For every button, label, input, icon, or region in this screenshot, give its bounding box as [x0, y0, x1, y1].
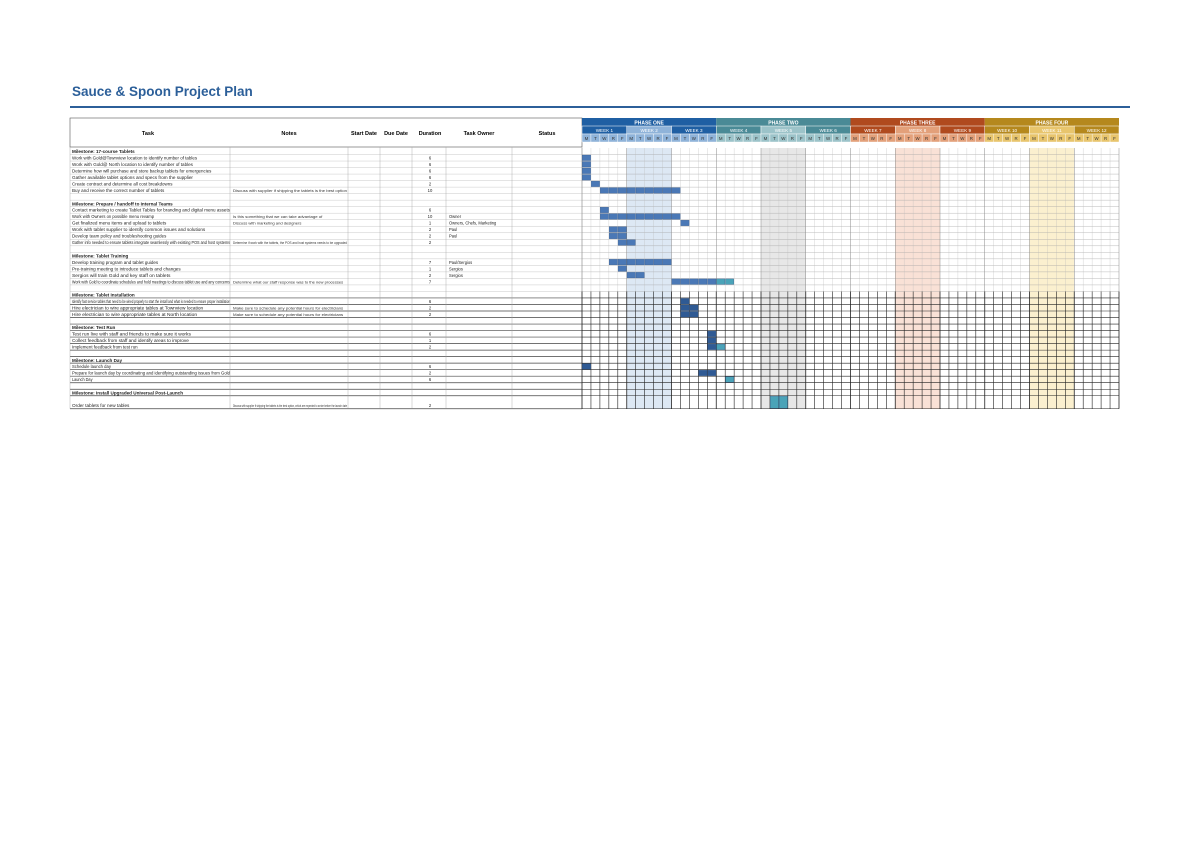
day-label: T — [594, 136, 597, 141]
col-header-task: Task — [141, 131, 155, 137]
gantt-bar-cell — [627, 259, 635, 265]
phase-label: PHASE FOUR — [1035, 120, 1069, 127]
col-header-due-date: Due Date — [384, 131, 408, 137]
week-label: WEEK 5 — [774, 128, 793, 134]
task-duration: 2 — [428, 181, 432, 187]
day-label: T — [907, 136, 911, 141]
task-duration: 2 — [428, 240, 432, 246]
task-name: Work with Gold to coordinate schedules and hold meetings to discuss tablet use and any concerns — [72, 279, 230, 285]
day-label: F — [844, 136, 848, 141]
milestone-label: Milestone: Test Run — [72, 325, 116, 331]
gantt-bars — [582, 155, 787, 408]
gantt-bar-cell — [672, 214, 680, 220]
day-label: M — [808, 136, 813, 141]
task-owner: Paul — [449, 227, 458, 233]
task-name: Buy and receive the correct number of tablets — [72, 188, 165, 194]
day-label: F — [1068, 136, 1072, 141]
week-label: WEEK 8 — [908, 128, 927, 134]
gantt-bar-cell — [699, 370, 707, 376]
day-label: M — [584, 136, 589, 141]
task-notes: Is this something that we can take advantage of — [233, 215, 324, 220]
gantt-bar-cell — [618, 266, 626, 272]
gantt-bar-cell — [654, 188, 662, 194]
day-label: M — [853, 136, 857, 141]
task-duration: 6 — [428, 155, 432, 161]
day-label: M — [629, 136, 634, 141]
gantt-bar-cell — [654, 214, 662, 220]
task-duration: 7 — [428, 259, 432, 265]
day-label: F — [755, 136, 758, 141]
task-name: Order tablets for new tables — [72, 403, 130, 409]
task-duration: 2 — [428, 272, 432, 278]
week-label: WEEK 3 — [685, 128, 703, 134]
day-label: M — [1032, 136, 1036, 141]
day-label: W — [647, 136, 652, 141]
day-label: R — [1103, 136, 1108, 141]
milestone-label: Milestone: 17-course Tablets — [72, 149, 135, 155]
task-duration: 2 — [428, 233, 432, 239]
gantt-bar-cell — [591, 181, 599, 187]
gantt-bar-cell — [636, 259, 644, 265]
task-notes: Discuss with supplier if shipping the tablets is the best option, which are expected to arrive before the launch date — [233, 404, 347, 409]
gantt-bar-cell — [582, 162, 590, 168]
milestone-label: Milestone: Launch Day — [72, 357, 123, 363]
gantt-bar-cell — [627, 188, 635, 194]
gantt-bar-cell — [627, 240, 635, 246]
gantt-bar-cell — [690, 305, 698, 311]
task-duration: 2 — [428, 344, 432, 350]
task-notes: Make sure to schedule any potential hours for electricians — [233, 306, 344, 311]
day-label: T — [952, 136, 955, 141]
day-label: W — [870, 136, 875, 141]
gantt-bar-cell — [708, 338, 716, 344]
task-duration: 1 — [428, 220, 432, 226]
day-label: W — [915, 136, 920, 141]
col-header-start-date: Start Date — [351, 131, 377, 137]
day-label: T — [817, 136, 821, 141]
col-header-task-owner: Task Owner — [463, 131, 495, 137]
task-owner: Paul/Sergios — [449, 259, 473, 265]
table-header — [70, 118, 582, 147]
gantt-bar-cell — [636, 188, 644, 194]
gantt-bar-cell — [681, 298, 689, 304]
gantt-bar-cell — [609, 214, 617, 220]
day-label: W — [1005, 136, 1010, 141]
gantt-bar-cell — [663, 188, 671, 194]
task-notes: Determine what our staff response was to the new processes — [233, 280, 344, 285]
task-name: Work with tablet supplier to identify common issues and solutions — [72, 227, 206, 233]
day-label: F — [1113, 136, 1116, 141]
task-owner: Paul — [449, 233, 458, 239]
task-name: Contact marketing to create Tablet Tables for branding and digital menu assets — [72, 207, 230, 213]
phase-label: PHASE THREE — [899, 120, 936, 127]
day-label: M — [987, 136, 992, 141]
day-label: T — [728, 136, 732, 141]
day-label: R — [656, 136, 660, 141]
day-label: R — [790, 136, 794, 141]
task-name: Schedule launch day — [72, 364, 112, 370]
gantt-bar-cell — [636, 272, 644, 278]
gantt-bar-cell — [770, 396, 778, 408]
gantt-bar-cell — [609, 259, 617, 265]
gantt-bar-cell — [699, 279, 707, 285]
task-duration: 6 — [428, 331, 432, 337]
gantt-bar-cell — [618, 227, 626, 233]
day-label: F — [799, 136, 803, 141]
day-label: M — [1076, 136, 1081, 141]
gantt-bar-cell — [672, 188, 680, 194]
task-duration: 6 — [428, 161, 432, 167]
week-label: WEEK 1 — [595, 128, 614, 134]
task-owner: Owners, Chefs, Marketing — [449, 220, 497, 226]
gantt-bar-cell — [717, 344, 725, 350]
day-label: W — [826, 136, 831, 141]
gantt-bar-cell — [636, 214, 644, 220]
milestone-label: Milestone: Prepare / handoff to Internal Teams — [72, 201, 173, 207]
gantt-bar-cell — [582, 155, 590, 161]
task-name: Hire electrician to wire appropriate tables at Townview location — [72, 305, 205, 311]
task-name: Test run live with staff and friends to make sure it works — [72, 331, 191, 337]
task-duration: 6 — [428, 298, 432, 304]
phase-header — [582, 118, 1119, 142]
milestone-label: Milestone: Tablet Training — [72, 253, 129, 259]
week-label: WEEK 9 — [953, 128, 972, 134]
gantt-bar-cell — [663, 259, 671, 265]
day-label: F — [620, 136, 624, 141]
gantt-bar-cell — [609, 227, 617, 233]
task-name: Gather info needed to ensure tablets integrate seamlessly with existing POS and host systems — [72, 240, 230, 246]
gantt-bar-cell — [708, 331, 716, 337]
task-name: Prepare for launch day by coordinating and identifying outstanding issues from Gold — [72, 370, 231, 376]
page-title: Sauce & Spoon Project Plan — [72, 84, 253, 99]
day-label: W — [960, 136, 965, 141]
gantt-bar-cell — [726, 279, 734, 285]
phase-label: PHASE ONE — [634, 120, 664, 127]
week-label: WEEK 2 — [640, 128, 658, 134]
gantt-bar-cell — [627, 214, 635, 220]
gantt-bar-cell — [582, 364, 590, 370]
gantt-bar-cell — [600, 207, 608, 213]
gantt-bar-cell — [726, 377, 734, 383]
phase-label: PHASE TWO — [768, 120, 799, 127]
task-duration: 1 — [428, 266, 432, 272]
day-label: F — [1023, 136, 1027, 141]
day-label: M — [763, 136, 768, 141]
gantt-bar-cell — [681, 279, 689, 285]
task-duration: 6 — [428, 168, 432, 174]
day-label: R — [701, 136, 705, 141]
task-duration: 6 — [428, 207, 432, 213]
gantt-bar-cell — [654, 259, 662, 265]
gantt-bar-cell — [618, 188, 626, 194]
week-label: WEEK 4 — [729, 128, 748, 134]
day-label: T — [862, 136, 866, 141]
gantt-bar-cell — [600, 214, 608, 220]
day-label: R — [835, 136, 839, 141]
gantt-bar-cell — [627, 272, 635, 278]
day-label: W — [691, 136, 696, 141]
week-label: WEEK 11 — [1042, 128, 1062, 134]
day-label: F — [889, 136, 893, 141]
gantt-bar-cell — [672, 279, 680, 285]
task-name: Identify fast service tables that need to be wired properly to start the install and what is needed to ensure proper installation — [72, 298, 231, 304]
day-label: T — [996, 136, 1000, 141]
gantt-bar-cell — [645, 214, 653, 220]
gantt-bar-cell — [618, 233, 626, 239]
task-duration: 2 — [428, 403, 432, 409]
day-label: T — [1086, 136, 1090, 141]
day-label: F — [710, 136, 714, 141]
task-duration: 10 — [427, 188, 433, 194]
task-duration: 10 — [427, 214, 433, 220]
task-owner: Sergios — [449, 266, 463, 272]
gantt-bar-cell — [618, 259, 626, 265]
task-name: Collect feedback from staff and identify areas to improve — [72, 338, 190, 343]
gantt-bar-cell — [708, 344, 716, 350]
task-name: Sergios will train Gold and key staff on tablets — [72, 272, 171, 278]
day-label: T — [1041, 136, 1045, 141]
task-name: Get finalized menu items and upload to tablets — [72, 220, 167, 226]
col-header-status: Status — [538, 131, 556, 137]
task-name: Create contract and determine all cost breakdowns — [72, 181, 173, 187]
day-label: W — [781, 136, 786, 141]
day-label: F — [665, 136, 669, 141]
week-label: WEEK 12 — [1086, 128, 1107, 134]
week-label: WEEK 10 — [997, 128, 1018, 134]
gantt-bar-cell — [609, 188, 617, 194]
gantt-bar-cell — [645, 188, 653, 194]
task-name: Determine how will purchase and store backup tablets for emergencies — [72, 168, 212, 174]
gantt-bar-cell — [779, 396, 787, 408]
task-rows — [70, 147, 582, 409]
day-label: W — [1094, 136, 1099, 141]
gantt-bar-cell — [618, 240, 626, 246]
task-name: Launch Day — [72, 377, 94, 383]
task-name: Work with Gold@Townview location to identify number of tables — [72, 155, 198, 161]
gantt-bar-cell — [690, 279, 698, 285]
day-label: R — [1059, 136, 1063, 141]
week-label: WEEK 6 — [819, 128, 837, 134]
gantt-bar-cell — [681, 305, 689, 311]
gantt-bar-cell — [609, 233, 617, 239]
gantt-bar-cell — [618, 214, 626, 220]
task-duration: 6 — [428, 364, 432, 370]
gantt-bar-cell — [690, 312, 698, 318]
day-label: R — [745, 136, 750, 141]
task-notes: Discuss with supplier if shipping the tablets is the best option — [233, 189, 347, 194]
gantt-bar-cell — [717, 279, 725, 285]
day-label: M — [897, 136, 902, 141]
gantt-bar-cell — [582, 175, 590, 181]
gantt-grid — [582, 148, 1119, 409]
col-header-notes: Notes — [281, 131, 297, 137]
week-label: WEEK 7 — [864, 128, 882, 134]
task-duration: 1 — [428, 338, 432, 343]
task-name: Implement feedback from test run — [72, 344, 139, 350]
task-name: Hire electrician to wire appropriate tables at North location — [72, 311, 198, 317]
task-notes: Determine if work with the tablets, the POS and host systems needs to be upgraded — [233, 241, 347, 246]
task-owner: Sergios — [449, 272, 463, 278]
task-name: Develop team policy and troubleshooting guides — [72, 233, 167, 239]
task-name: Work with Gold@ North location to identify number of tables — [72, 161, 193, 167]
task-name: Pre-training meeting to introduce tablets and changes — [72, 266, 181, 272]
day-label: R — [969, 136, 973, 141]
task-duration: 2 — [428, 370, 432, 376]
task-name: Gather available tablet options and specs from the supplier — [72, 175, 194, 180]
day-label: T — [773, 136, 776, 141]
gantt-bar-cell — [645, 259, 653, 265]
task-duration: 6 — [428, 377, 432, 383]
day-label: M — [674, 136, 678, 141]
day-label: W — [1049, 136, 1054, 141]
day-label: T — [683, 136, 687, 141]
gantt-bar-cell — [708, 370, 716, 376]
gantt-bar-cell — [582, 168, 590, 174]
task-notes: Discuss with marketing and designers — [233, 221, 302, 226]
col-header-duration: Duration — [418, 131, 442, 137]
day-label: F — [978, 136, 982, 141]
day-label: F — [934, 136, 937, 141]
day-label: R — [611, 136, 615, 141]
gantt-bar-cell — [663, 214, 671, 220]
gantt-bar-cell — [681, 312, 689, 318]
day-label: R — [880, 136, 884, 141]
milestone-label: Milestone: Install Upgraded Universal Post-Launch — [72, 390, 184, 396]
task-duration: 6 — [428, 175, 432, 180]
gantt-bar-cell — [681, 220, 689, 226]
task-name: Work with Owners on possible menu revamp — [72, 214, 155, 220]
day-label: W — [736, 136, 741, 141]
task-duration: 2 — [428, 311, 432, 317]
task-notes: Make sure to schedule any potential hours for electricians — [233, 312, 344, 317]
task-duration: 7 — [428, 279, 432, 285]
milestone-label: Milestone: Tablet Installation — [72, 292, 135, 298]
day-label: R — [924, 136, 929, 141]
gantt-bar-cell — [600, 188, 608, 194]
task-name: Develop training program and tablet guides — [72, 259, 159, 265]
gantt-bar-cell — [708, 279, 716, 285]
task-duration: 2 — [428, 305, 432, 311]
day-label: T — [638, 136, 642, 141]
task-duration: 2 — [428, 227, 432, 233]
day-label: M — [942, 136, 947, 141]
day-label: M — [718, 136, 723, 141]
day-label: R — [1014, 136, 1018, 141]
day-label: W — [602, 136, 607, 141]
task-owner: Owner — [449, 214, 462, 220]
